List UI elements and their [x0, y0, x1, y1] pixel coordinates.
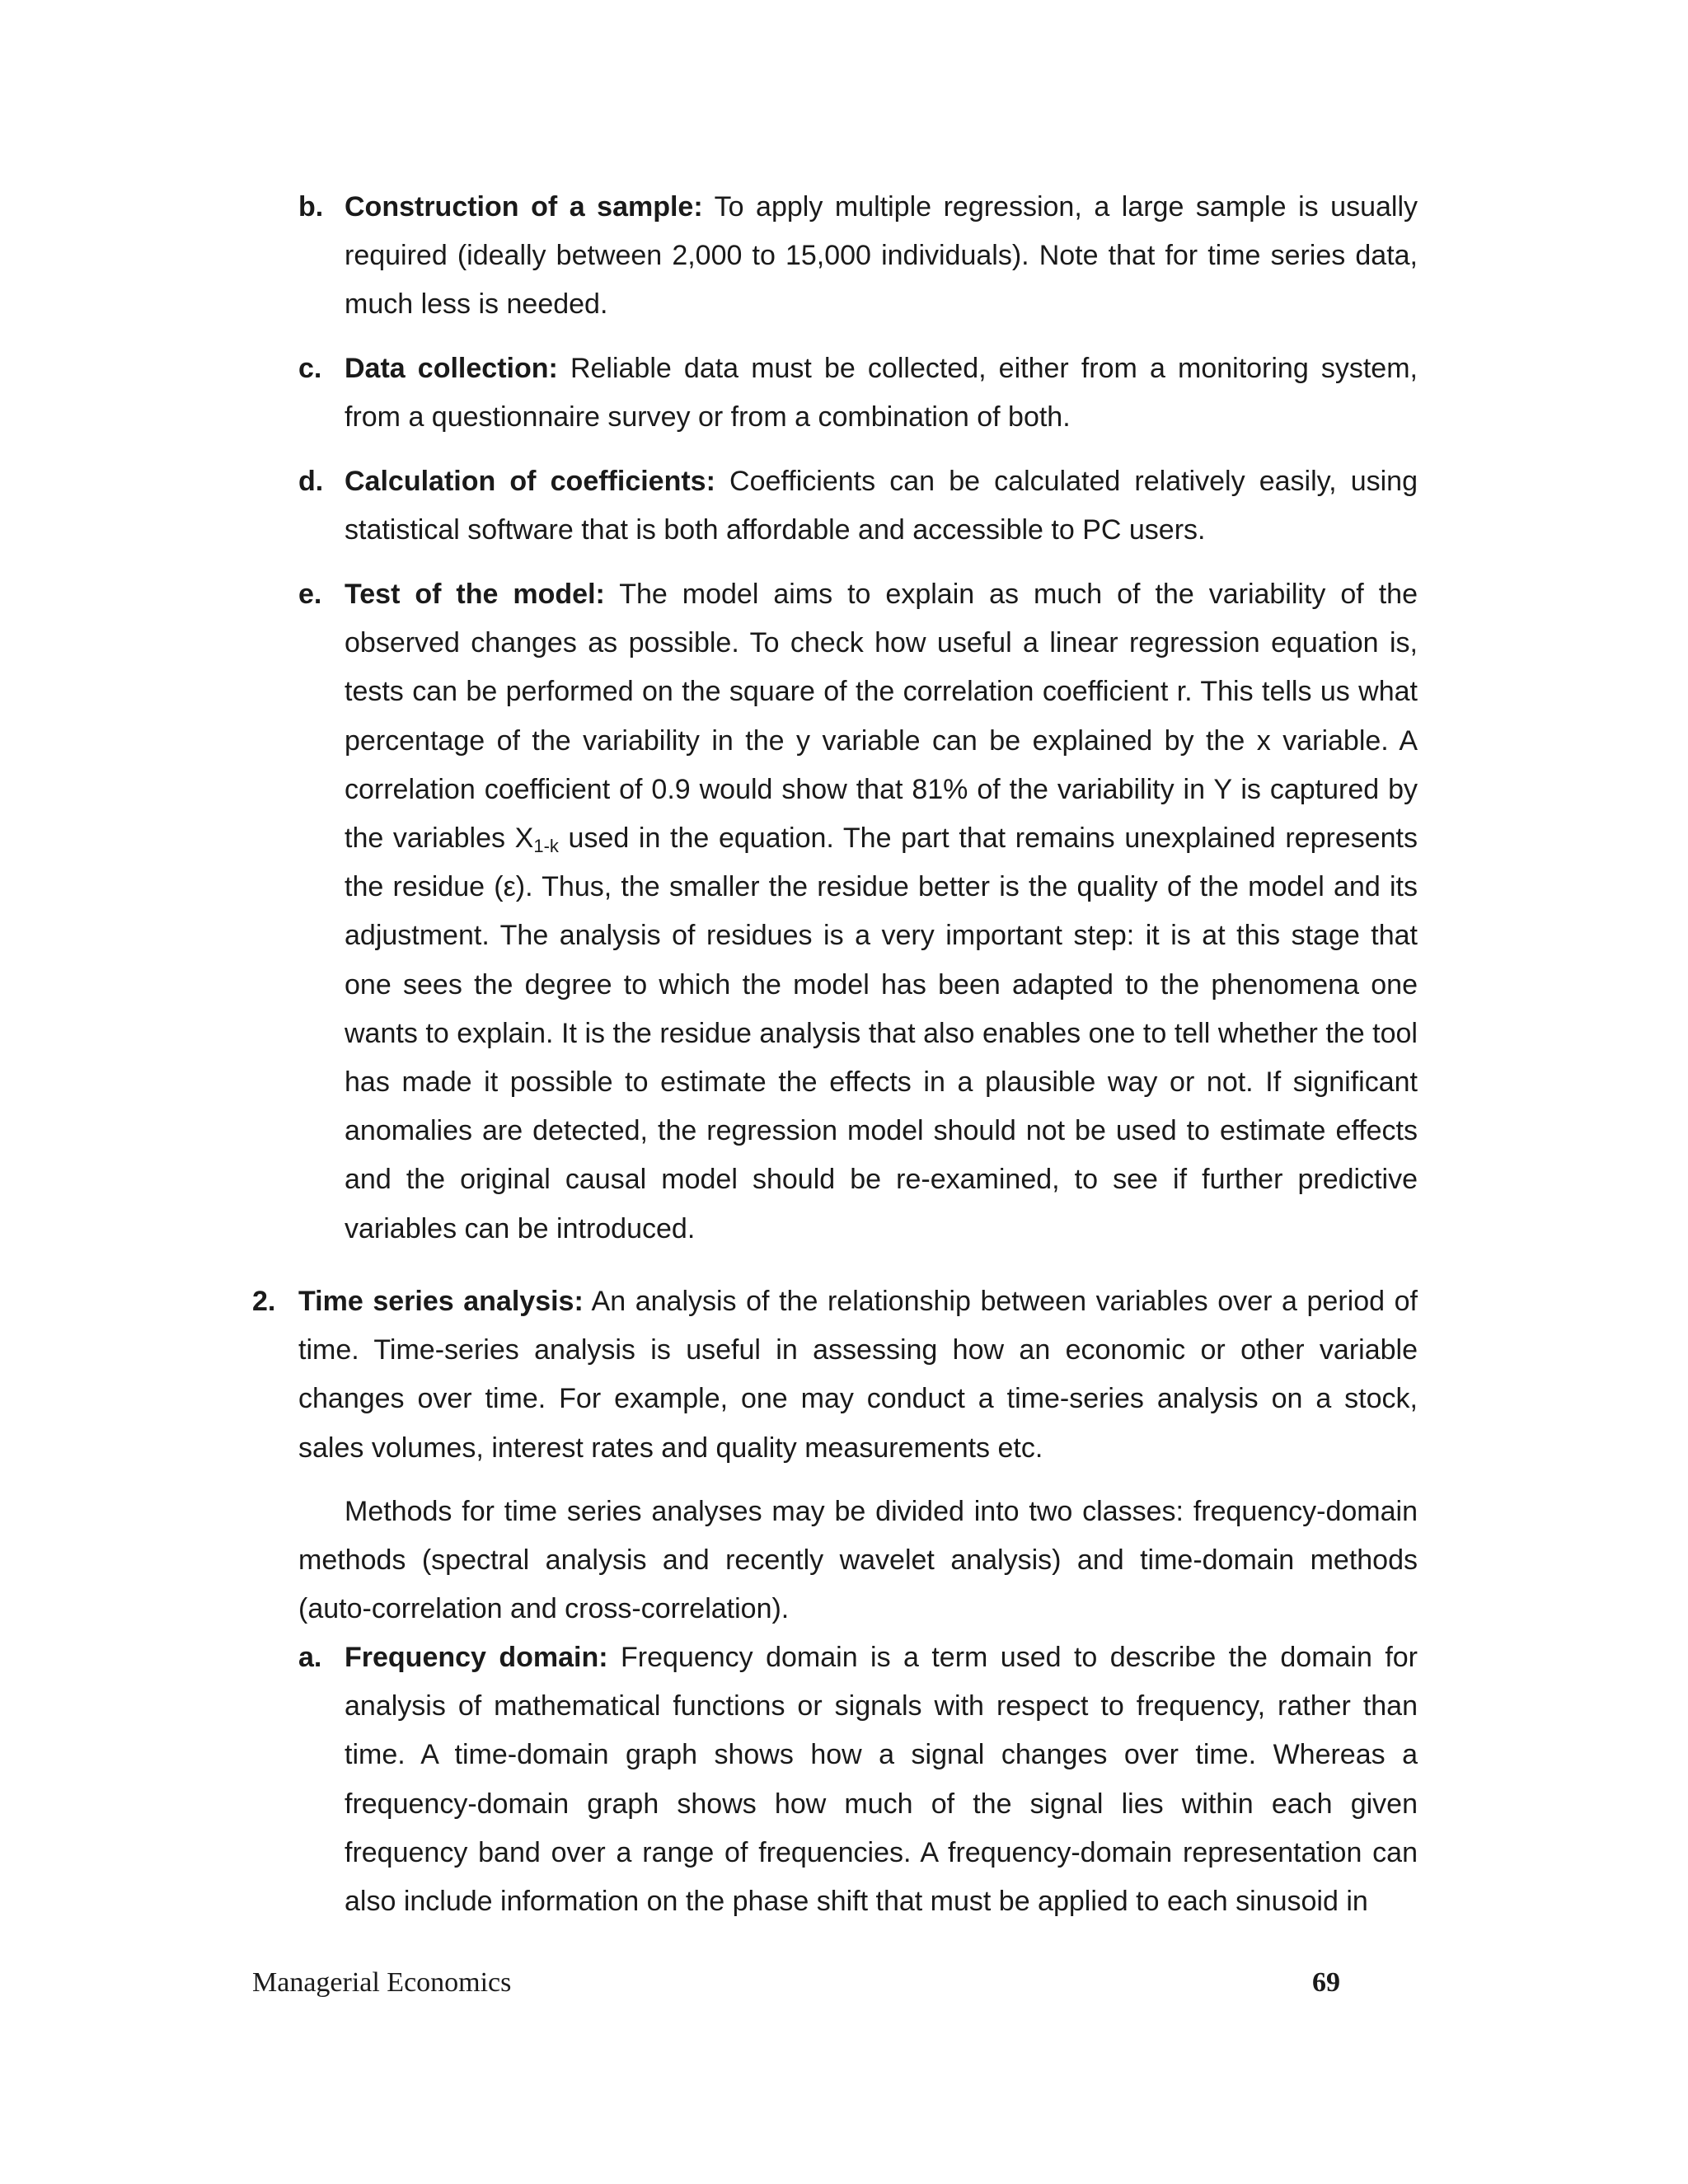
subscript-1-k: 1-k [533, 836, 559, 857]
list-label-a: a. [298, 1642, 322, 1673]
list-item-a [298, 1633, 1418, 1926]
list-item-b [298, 183, 1418, 330]
list-item-e [298, 570, 1418, 1254]
list-label-c: c. [298, 353, 322, 384]
list-heading-c: Data collection: [345, 353, 558, 384]
list-item-d [298, 457, 1418, 555]
list-label-b: b. [298, 191, 324, 223]
footer-title: Managerial Economics [252, 1967, 512, 1998]
list-text-b: To apply multiple regression, a large sample is usually required (ideally between 2,000 to 15,000 individuals). Note that for time series data, much less is needed. [345, 191, 1418, 321]
list-text-e-part1: The model aims to explain as much of the variability of the observed changes as possible. To check how useful a linear regression equation is, tests can be performed on the square of the correlation coefficient r. This tells us what percentage of the variability in the y variable can be explained by the x variable. A correlation coefficient of 0.9 would show that 81% of the variability in Y is captured by the variables X [345, 579, 1418, 855]
list-heading-2: Time series analysis: [298, 1286, 584, 1317]
list-label-e: e. [298, 579, 322, 610]
list-item-2 [252, 1277, 1418, 1473]
list-heading-e: Test of the model: [345, 579, 605, 610]
list-text-d: Coefficients can be calculated relatively easily, using statistical software that is both affordable and accessible to PC users. [345, 466, 1418, 546]
list-text-a: Frequency domain is a term used to describe the domain for analysis of mathematical functions or signals with respect to frequency, rather than time. A time-domain graph shows how a signal changes over time. Whereas a frequency-domain graph shows how much of the signal lies within each given frequency band over a range of frequencies. A frequency-domain representation can also include information on the phase shift that must be applied to each sinusoid in [345, 1642, 1418, 1918]
list-item-c [298, 344, 1418, 442]
methods-paragraph: Methods for time series analyses may be divided into two classes: frequency-domain methods (spectral analysis and recently wavelet analysis) and time-domain methods (auto-correlation and cross-correlation). [298, 1496, 1418, 1625]
page-number: 69 [1312, 1967, 1340, 1998]
list-text-c: Reliable data must be collected, either from a monitoring system, from a questionnaire survey or from a combination of both. [345, 353, 1418, 434]
list-text-e-part2: used in the equation. The part that remains unexplained represents the residue (ε). Thus, the smaller the residue better is the quality of the model and its adjustment. The analysis of residues is a very important step: it is at this stage that one sees the degree to which the model has been adapted to the phenomena one wants to explain. It is the residue analysis that also enables one to tell whether the tool has made it possible to estimate the effects in a plausible way or not. If significant anomalies are detected, the regression model should not be used to estimate effects and the original causal model should be re-examined, to see if further predictive variables can be introduced. [345, 823, 1418, 1244]
list-label-2: 2. [252, 1286, 276, 1317]
list-heading-a: Frequency domain: [345, 1642, 608, 1673]
list-text-2: An analysis of the relationship between variables over a period of time. Time-series analysis is useful in assessing how an economic or other variable changes over time. For example, one may conduct a time-series analysis on a stock, sales volumes, interest rates and quality measurements etc. [298, 1286, 1418, 1464]
list-heading-b: Construction of a sample: [345, 191, 703, 223]
list-heading-d: Calculation of coefficients: [345, 466, 715, 497]
list-label-d: d. [298, 466, 324, 497]
